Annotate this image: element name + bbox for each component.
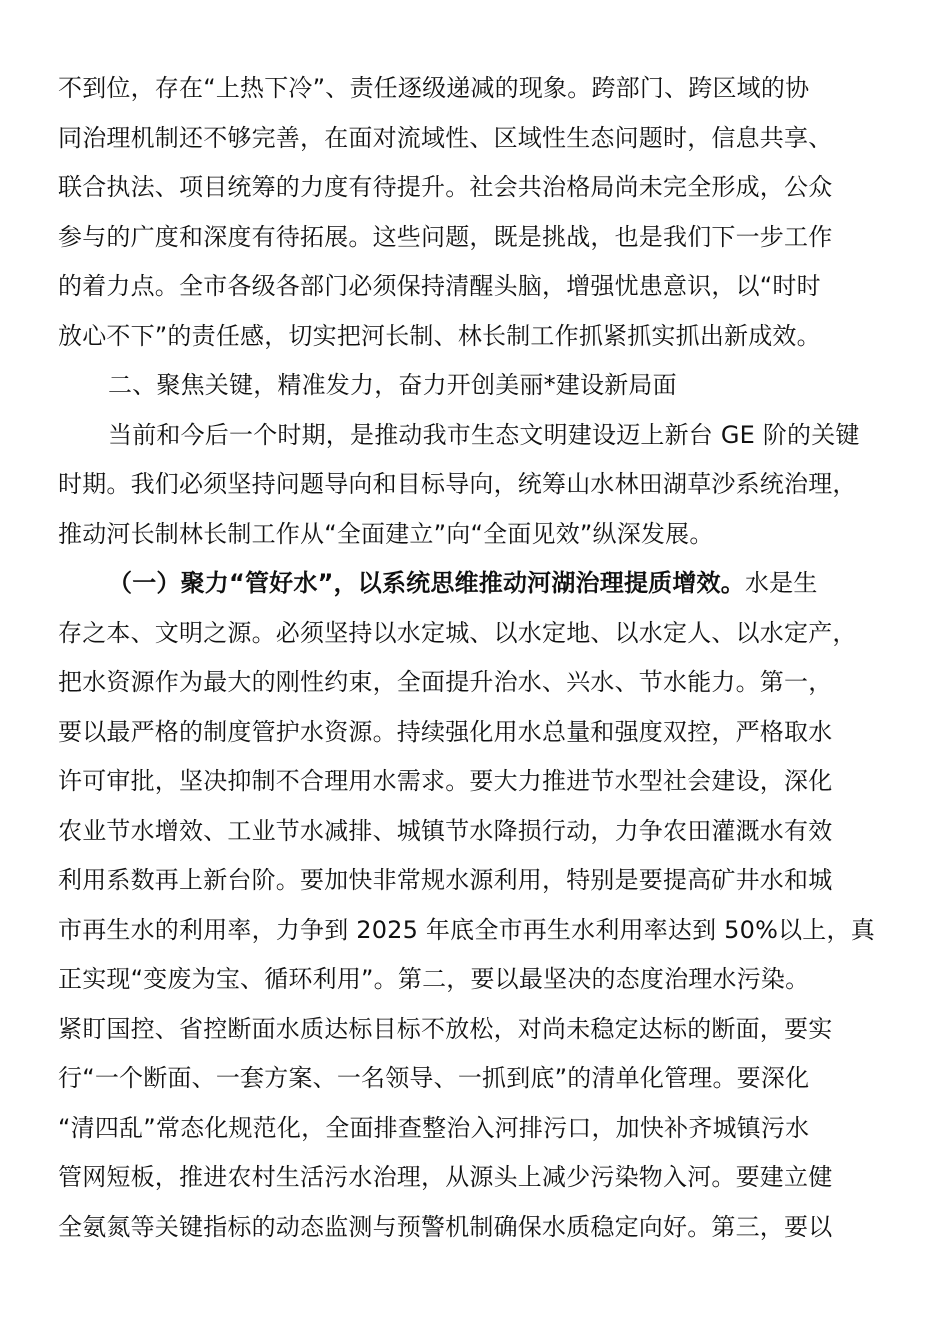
- text-line: 联合执法、项目统筹的力度有待提升。社会共治格局尚未完全形成，公众: [58, 173, 833, 201]
- subsection-line: [58, 559, 894, 609]
- text-line: 紧盯国控、省控断面水质达标目标不放松，对尚未稳定达标的断面，要实: [58, 1014, 833, 1043]
- subsection-heading: （一）聚力“管好水”，以系统思维推动河湖治理提质增效。: [108, 569, 745, 597]
- document-body: [58, 64, 894, 1252]
- text-line: 要以最严格的制度管护水资源。持续强化用水总量和强度双控，严格取水: [58, 717, 833, 746]
- text-line: “清四乱”常态化规范化，全面排查整治入河排污口，加快补齐城镇污水: [58, 1113, 810, 1142]
- text-line: 存之本、文明之源。必须坚持以水定城、以水定地、以水定人、以水定产，: [58, 618, 857, 647]
- text-line: 把水资源作为最大的刚性约束，全面提升治水、兴水、节水能力。第一，: [58, 668, 833, 696]
- text-line: 全氨氮等关键指标的动态监测与预警机制确保水质稳定向好。第三，要以: [58, 1212, 833, 1241]
- text-line: 当前和今后一个时期，是推动我市生态文明建设迈上新台 GE 阶的关键: [108, 420, 860, 449]
- text-line: 正实现“变废为宝、循环利用”。第二，要以最坚决的态度治理水污染。: [58, 965, 810, 993]
- text-line: 时期。我们必须坚持问题导向和目标导向，统筹山水林田湖草沙系统治理，: [58, 470, 857, 498]
- text-line: 市再生水的利用率，力争到 2025 年底全市再生水利用率达到 50%以上，真: [58, 915, 875, 944]
- subsection-text: 水是生: [744, 569, 818, 597]
- section-heading: 二、聚焦关键，精准发力，奋力开创美丽*建设新局面: [108, 371, 677, 399]
- text-line: 不到位，存在“上热下冷”、责任逐级递减的现象。跨部门、跨区域的协: [58, 74, 810, 102]
- text-line: 管网短板，推进农村生活污水治理，从源头上减少污染物入河。要建立健: [58, 1163, 833, 1191]
- text-line: 推动河长制林长制工作从“全面建立”向“全面见效”纵深发展。: [58, 519, 714, 548]
- text-line: 行“一个断面、一套方案、一名领导、一抓到底”的清单化管理。要深化: [58, 1064, 810, 1092]
- text-line: 许可审批，坚决抑制不合理用水需求。要大力推进节水型社会建设，深化: [58, 767, 833, 795]
- text-line: 利用系数再上新台阶。要加快非常规水源利用，特别是要提高矿井水和城: [58, 866, 833, 894]
- text-line: 农业节水增效、工业节水减排、城镇节水降损行动，力争农田灌溉水有效: [58, 816, 833, 845]
- text-line: 同治理机制还不够完善，在面对流域性、区域性生态问题时，信息共享、: [58, 123, 833, 152]
- text-line: 参与的广度和深度有待拓展。这些问题，既是挑战，也是我们下一步工作: [58, 222, 833, 251]
- text-line: 放心不下”的责任感，切实把河长制、林长制工作抓紧抓实抓出新成效。: [58, 321, 821, 350]
- text-line: 的着力点。全市各级各部门必须保持清醒头脑，增强忧患意识，以“时时: [58, 272, 821, 300]
